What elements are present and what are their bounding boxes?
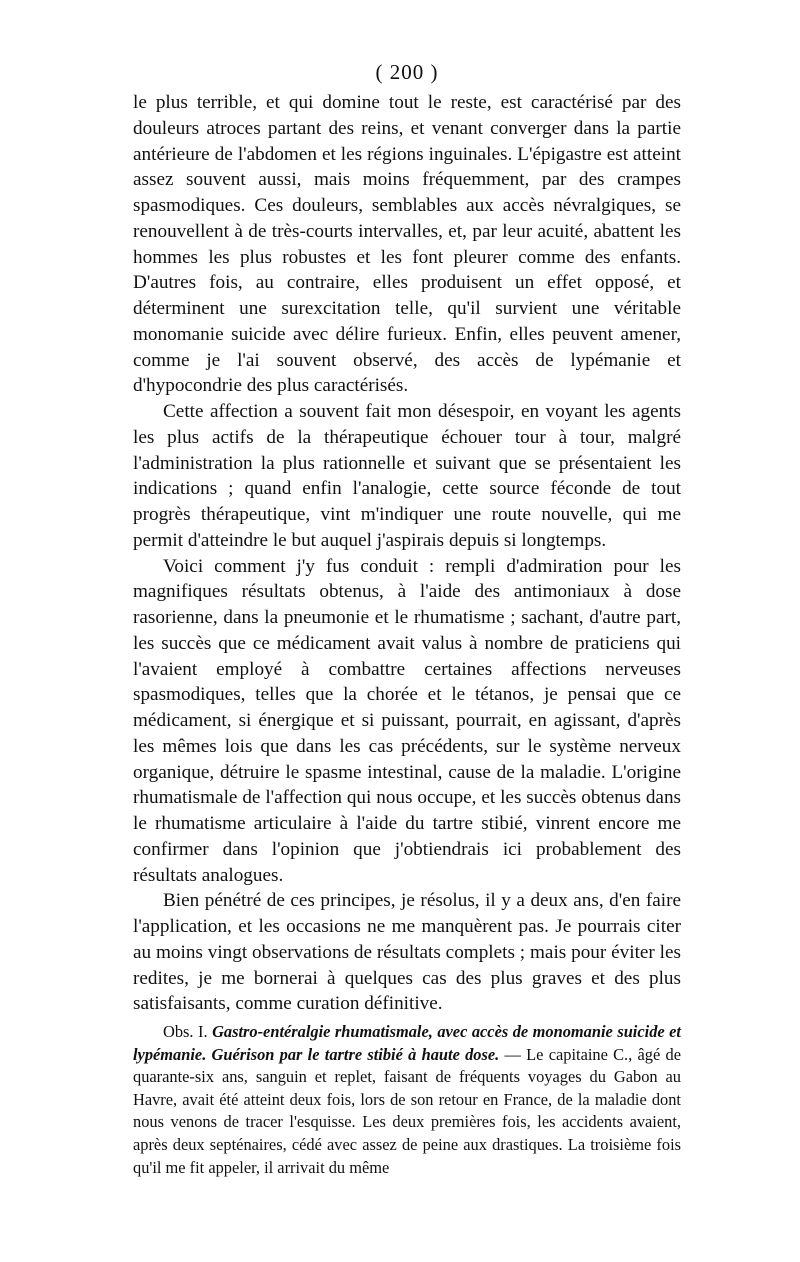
observation-paragraph bbox=[133, 1021, 681, 1179]
paragraph-2: Cette affection a souvent fait mon désespoir, en voyant les agents les plus actifs de la thérapeutique échouer tour à tour, malgré l'administration la plus rationnelle et suivant que se présentaient les indications ; quand enfin l'analogie, cette source féconde de tout progrès thérapeutique, vint m'indiquer une route nouvelle, qui me permit d'atteindre le but auquel j'aspirais depuis si longtemps. bbox=[133, 401, 681, 551]
observation-text: — Le capitaine C., âgé de quarante-six ans, sanguin et replet, faisant de fréquents voyages du Gabon au Havre, avait été atteint deux fois, lors de son retour en France, de la maladie dont nous venons de tracer l'esquisse. Les deux premières fois, les accidents avaient, après deux septénaires, cédé avec assez de peine aux drastiques. La troisième fois qu'il me fit appeler, il arrivait du même bbox=[133, 1044, 681, 1177]
paragraph-1: le plus terrible, et qui domine tout le reste, est caractérisé par des douleurs atroces partant des reins, et venant converger dans la partie antérieure de l'abdomen et les régions inguinales. L'épigastre est atteint assez souvent aussi, mais moins fréquemment, par des crampes spasmodiques. Ces douleurs, semblables aux accès névralgiques, se renouvellent à de très-courts intervalles, et, par leur acuité, abattent les hommes les plus robustes et les font pleurer comme des enfants. D'autres fois, au contraire, elles produisent un effet opposé, et déterminent une surexcitation telle, qu'il survient une véritable monomanie suicide avec délire furieux. Enfin, elles peuvent amener, comme je l'ai souvent observé, des accès de lypémanie et d'hypocondrie des plus caractérisés. bbox=[133, 92, 681, 397]
page-number: ( 200 ) bbox=[375, 60, 439, 84]
observation-label: Obs. I. bbox=[163, 1022, 208, 1041]
book-page bbox=[133, 58, 681, 1179]
paragraph-3: Voici comment j'y fus conduit : rempli d'admiration pour les magnifiques résultats obtenus, à l'aide des antimoniaux à dose rasorienne, dans la pneumonie et le rhumatisme ; sachant, d'autre part, les succès que ce médicament avait valus à nombre de praticiens qui l'avaient employé à combattre certaines affections nerveuses spasmodiques, telles que la chorée et le tétanos, je pensai que ce médicament, si énergique et si puissant, pourrait, en agissant, d'après les mêmes lois que dans les cas précédents, sur le système nerveux organique, détruire le spasme intestinal, cause de la maladie. L'origine rhumatismale de l'affection qui nous occupe, et les succès obtenus dans le rhumatisme articulaire à l'aide du tartre stibié, vinrent encore me confirmer dans l'opinion que j'obtiendrais ici probablement des résultats analogues. bbox=[133, 555, 681, 886]
observation-title: Gastro-entéralgie rhumatismale, avec accès de monomanie suicide et lypémanie. Guérison par le tartre stibié à haute dose. bbox=[133, 1022, 681, 1064]
paragraph-4: Bien pénétré de ces principes, je résolus, il y a deux ans, d'en faire l'application, et les occasions ne me manquèrent pas. Je pourrais citer au moins vingt observations de résultats complets ; mais pour éviter les redites, je me bornerai à quelques cas des plus graves et des plus satisfaisants, comme curation définitive. bbox=[133, 890, 681, 1015]
